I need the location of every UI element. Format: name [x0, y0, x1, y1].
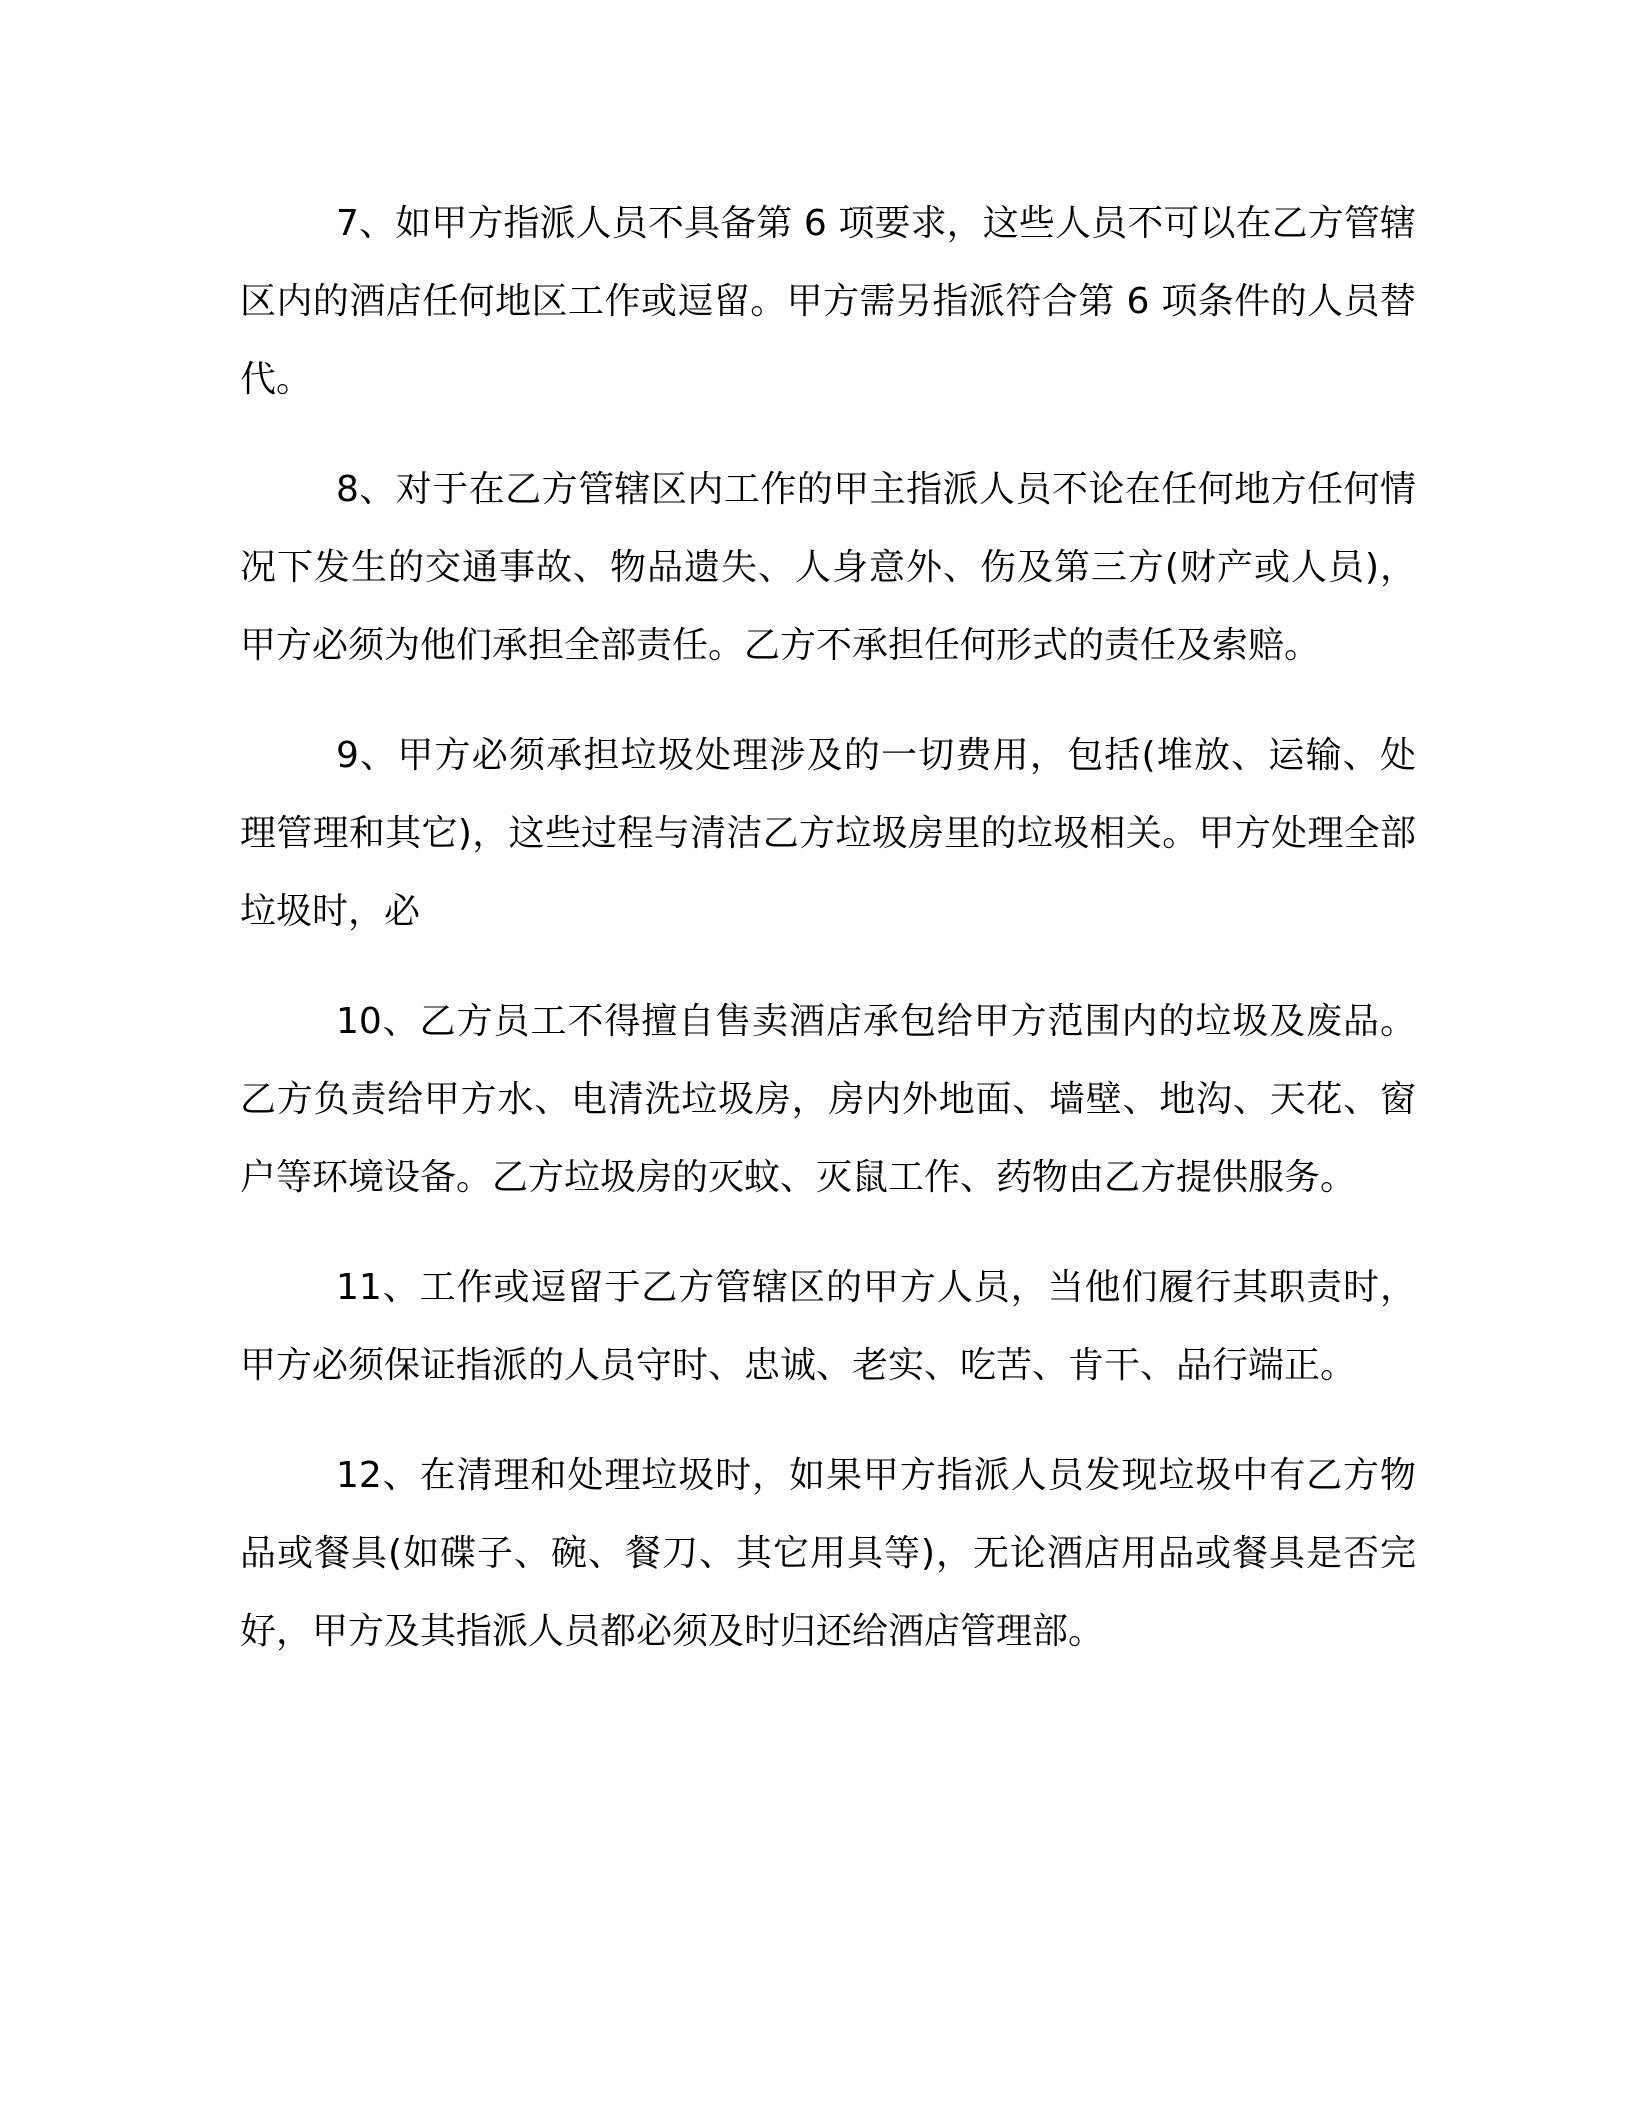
clause-8: 8、对于在乙方管辖区内工作的甲主指派人员不论在任何地方任何情况下发生的交通事故、物品遗失、人身意外、伤及第三方(财产或人员)，甲方必须为他们承担全部责任。乙方不承担任何形式的责任及索赔。 — [240, 469, 1416, 666]
clause-10: 10、乙方员工不得擅自售卖酒店承包给甲方范围内的垃圾及废品。乙方负责给甲方水、电清洗垃圾房，房内外地面、墙壁、地沟、天花、窗户等环境设备。乙方垃圾房的灭蚊、灭鼠工作、药物由乙方提供服务。 — [240, 1001, 1416, 1198]
document-body — [240, 185, 1416, 1703]
clause-9: 9、甲方必须承担垃圾处理涉及的一切费用，包括(堆放、运输、处理管理和其它)，这些过程与清洁乙方垃圾房里的垃圾相关。甲方处理全部垃圾时，必 — [240, 735, 1416, 932]
clause-7: 7、如甲方指派人员不具备第 6 项要求，这些人员不可以在乙方管辖区内的酒店任何地区工作或逗留。甲方需另指派符合第 6 项条件的人员替代。 — [240, 203, 1416, 400]
clause-11: 11、工作或逗留于乙方管辖区的甲方人员，当他们履行其职责时，甲方必须保证指派的人员守时、忠诚、老实、吃苦、肯干、品行端正。 — [240, 1267, 1416, 1386]
clause-12: 12、在清理和处理垃圾时，如果甲方指派人员发现垃圾中有乙方物品或餐具(如碟子、碗、餐刀、其它用具等)，无论酒店用品或餐具是否完好，甲方及其指派人员都必须及时归还给酒店管理部。 — [240, 1455, 1416, 1652]
